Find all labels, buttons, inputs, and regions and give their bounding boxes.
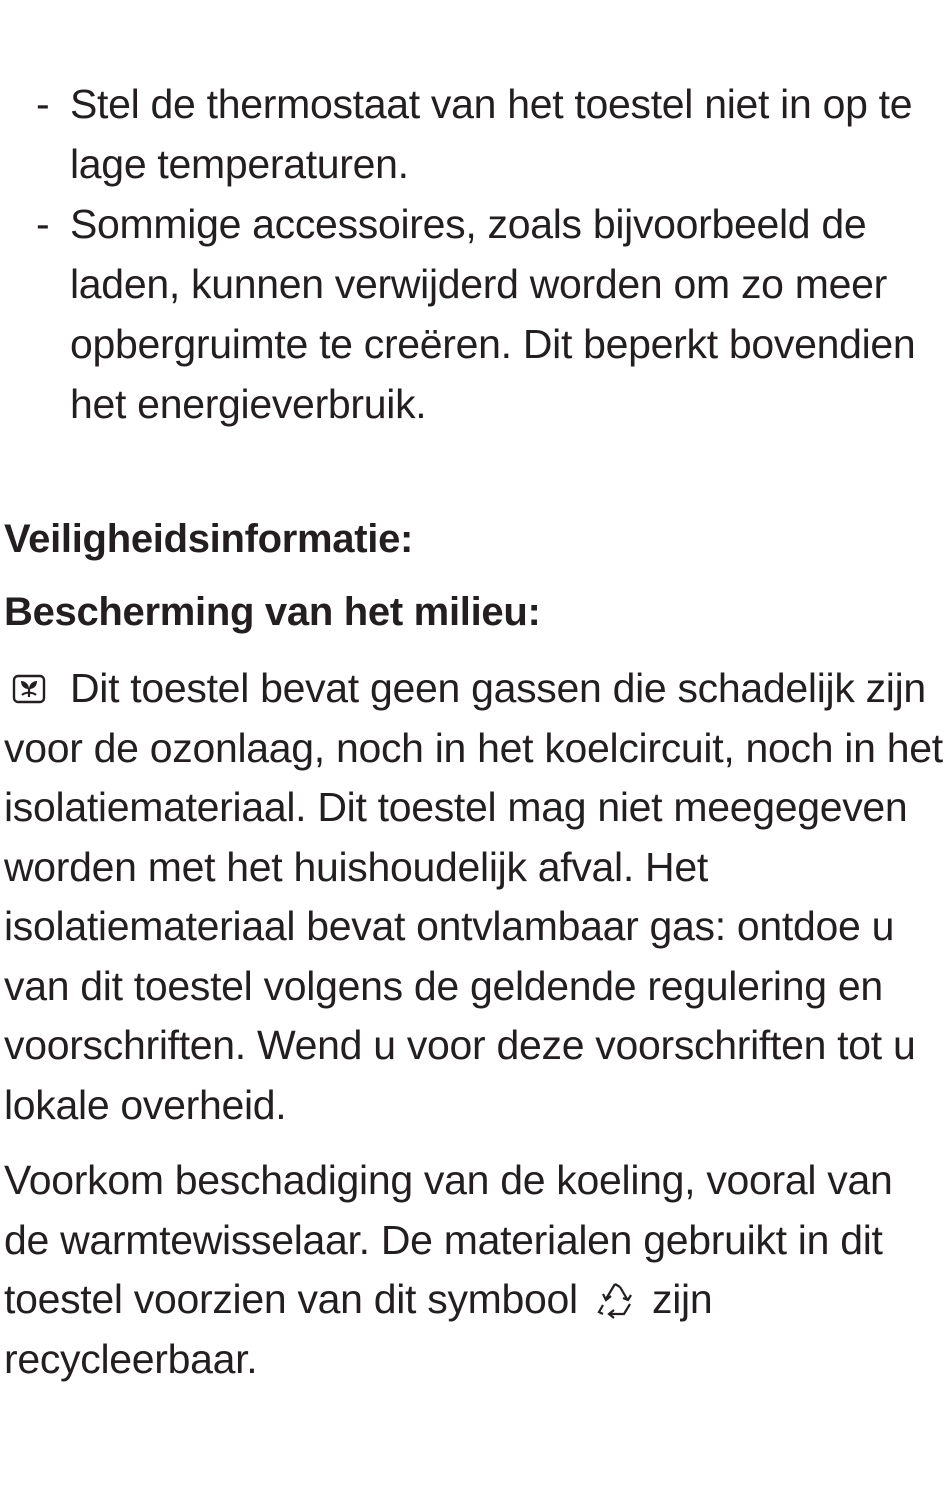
recycle-paragraph [4, 1151, 944, 1389]
ozone-safe-icon [12, 674, 46, 704]
recycle-icon [593, 1279, 637, 1319]
list-item [36, 194, 936, 434]
bullet-text: Stel de thermostaat van het toestel niet in op te lage temperaturen. [70, 81, 913, 187]
bullet-text: Sommige accessoires, zoals bijvoorbeeld de laden, kunnen verwijderd worden om zo meer opbergruimte te creëren. Dit beperkt bovendien het energieverbruik. [70, 201, 916, 427]
tips-list [36, 74, 936, 434]
bullet-dash: - [36, 81, 50, 127]
environment-heading: Bescherming van het milieu: [4, 590, 541, 634]
list-item [36, 74, 936, 194]
bullet-dash: - [36, 201, 50, 247]
recycle-text-after: zijn recycleerbaar. [4, 1276, 713, 1382]
ozone-text: Dit toestel bevat geen gassen die schadelijk zijn voor de ozonlaag, noch in het koelcircuit, noch in het isolatiemateriaal. Dit toestel mag niet meegegeven worden met het huishoudelijk afval. Het isolatiemateriaal bevat ontvlambaar gas: ontdoe u van dit toestel volgens de geldende regulering en voorschriften. Wend u voor deze voorschriften tot u lokale overheid. [4, 665, 943, 1128]
ozone-paragraph [4, 659, 944, 1135]
recycle-text-before: Voorkom beschadiging van de koeling, vooral van de warmtewisselaar. De materialen gebruikt in dit toestel voorzien van dit symbool [4, 1157, 893, 1322]
safety-heading: Veiligheidsinformatie: [4, 517, 414, 561]
